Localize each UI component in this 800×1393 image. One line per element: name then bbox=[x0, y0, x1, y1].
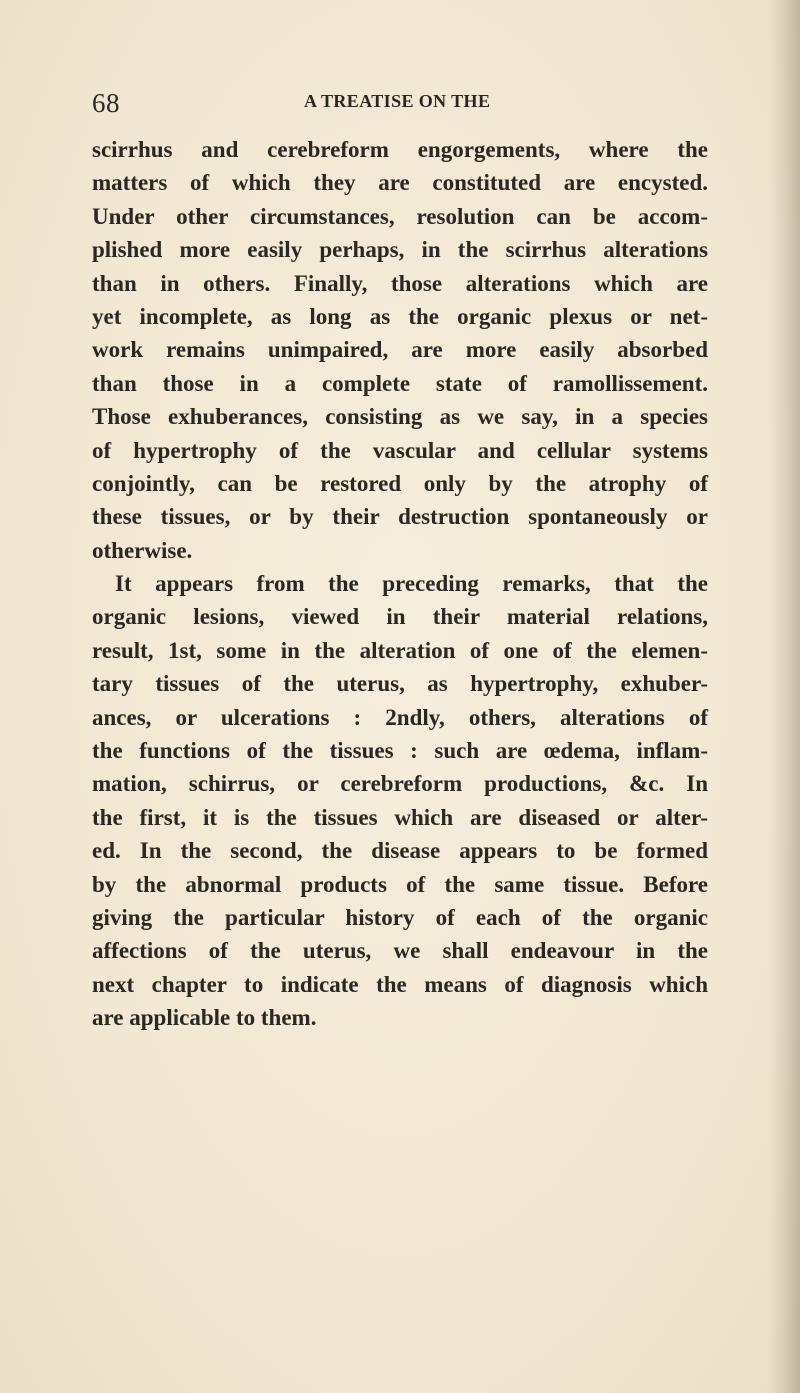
text-line: than those in a complete state of ramollissement. bbox=[92, 370, 708, 396]
text-line: Under other circumstances, resolution can be accom- bbox=[92, 203, 708, 229]
text-line: work remains unimpaired, are more easily absorbed bbox=[92, 337, 708, 363]
text-line: result, 1st, some in the alteration of one of the elemen- bbox=[92, 637, 708, 663]
text-line: Those exhuberances, consisting as we say, in a species bbox=[92, 404, 708, 430]
text-line: ed. In the second, the disease appears to be formed bbox=[92, 838, 708, 864]
text-line: It appears from the preceding remarks, that the bbox=[115, 571, 708, 597]
page-number: 68 bbox=[92, 88, 120, 118]
text-line: these tissues, or by their destruction spontaneously or bbox=[92, 504, 708, 530]
text-line: scirrhus and cerebreform engorgements, where the bbox=[92, 137, 708, 162]
text-line: plished more easily perhaps, in the scirrhus alterations bbox=[92, 237, 708, 263]
text-line: giving the particular history of each of the organic bbox=[92, 904, 708, 930]
text-line: organic lesions, viewed in their material relations, bbox=[92, 604, 708, 630]
text-line: the first, it is the tissues which are diseased or alter- bbox=[92, 804, 708, 830]
text-line: ances, or ulcerations : 2ndly, others, alterations of bbox=[92, 704, 708, 730]
text-line: otherwise. bbox=[92, 537, 193, 563]
text-line: mation, schirrus, or cerebreform productions, &c. In bbox=[92, 771, 708, 797]
body-text bbox=[92, 133, 708, 1035]
paragraph-1 bbox=[92, 133, 708, 567]
text-line: than in others. Finally, those alterations which are bbox=[92, 270, 708, 296]
text-line: yet incomplete, as long as the organic plexus or net- bbox=[92, 303, 708, 329]
paragraph-2 bbox=[92, 567, 708, 1034]
text-line: next chapter to indicate the means of diagnosis which bbox=[92, 971, 708, 997]
text-line: the functions of the tissues : such are œdema, inflam- bbox=[92, 738, 708, 764]
text-line: are applicable to them. bbox=[92, 1005, 317, 1031]
text-line: of hypertrophy of the vascular and cellular systems bbox=[92, 437, 708, 463]
text-line: matters of which they are constituted are encysted. bbox=[92, 170, 708, 196]
text-line: conjointly, can be restored only by the atrophy of bbox=[92, 470, 708, 496]
running-head bbox=[92, 86, 712, 126]
running-title: A TREATISE ON THE bbox=[304, 91, 491, 111]
text-line: affections of the uterus, we shall endeavour in the bbox=[92, 938, 708, 964]
text-line: tary tissues of the uterus, as hypertrophy, exhuber- bbox=[92, 671, 708, 697]
text-line: by the abnormal products of the same tissue. Before bbox=[92, 871, 708, 897]
